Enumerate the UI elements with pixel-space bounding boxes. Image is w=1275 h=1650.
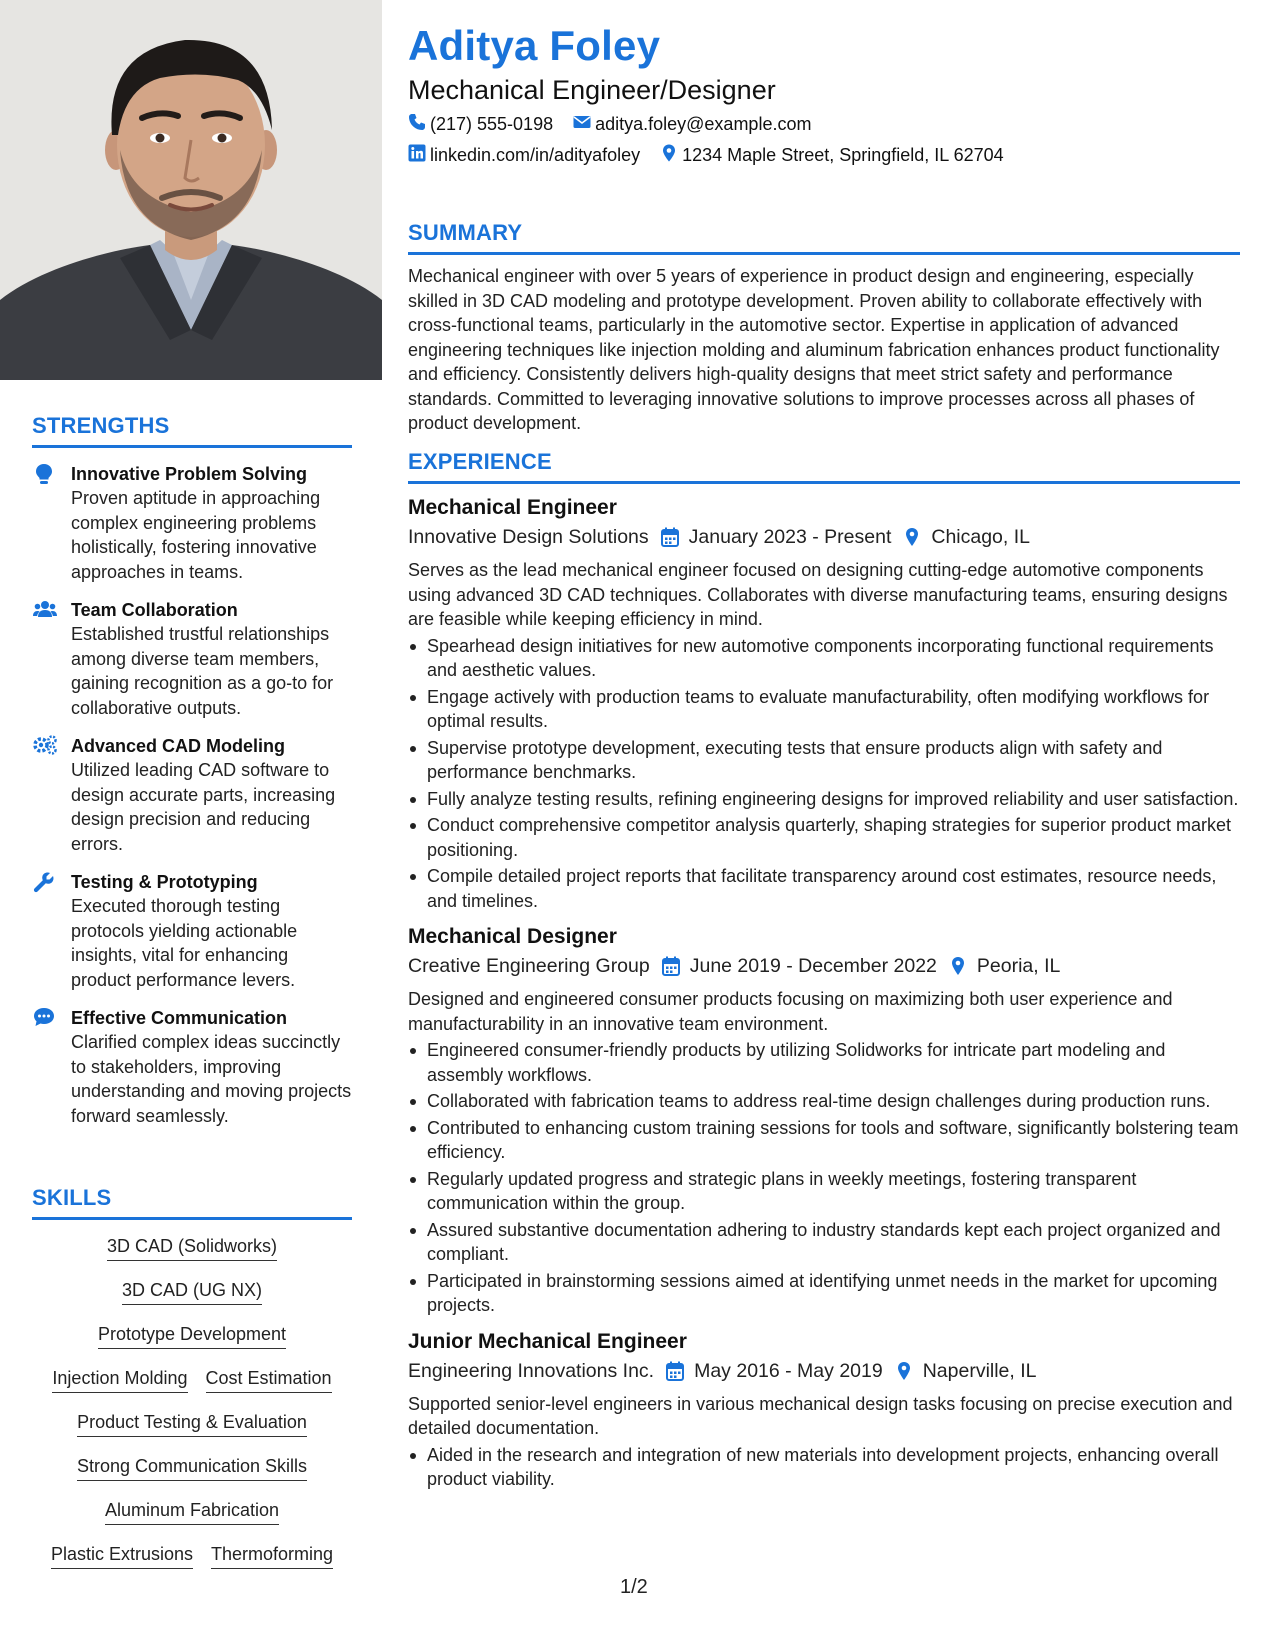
job-title: Mechanical Designer (408, 925, 617, 948)
contact-email[interactable] (573, 113, 811, 136)
strength-title: Testing & Prototyping (71, 872, 258, 892)
users-icon (33, 599, 55, 619)
address-text: 1234 Maple Street, Springfield, IL 62704 (682, 145, 1004, 165)
summary-heading: SUMMARY (408, 220, 1240, 255)
bullet-item: Conduct comprehensive competitor analysis quarterly, shaping strategies for superior product market positioning. (408, 813, 1240, 862)
bullet-item: Engineered consumer-friendly products by utilizing Solidworks for intricate part modeling and assembly workflows. (408, 1038, 1240, 1087)
skills-section (32, 1185, 352, 1586)
bullet-item: Engage actively with production teams to evaluate manufacturability, often modifying workflows for optimal results. (408, 685, 1240, 734)
gears-icon (33, 735, 55, 755)
bullet-item: Compile detailed project reports that facilitate transparency around cost estimates, resource needs, and timelines. (408, 864, 1240, 913)
strengths-heading: STRENGTHS (32, 413, 352, 448)
strength-desc: Proven aptitude in approaching complex engineering problems holistically, fostering innovative approaches in teams. (71, 488, 321, 582)
job-meta (408, 1356, 1240, 1386)
skill-tag: Thermoforming (211, 1542, 333, 1569)
strength-desc: Executed thorough testing protocols yielding actionable insights, vital for enhancing product performance levers. (71, 896, 298, 990)
skill-tag: Injection Molding (52, 1366, 187, 1393)
chat-icon (33, 1007, 55, 1027)
job-meta (408, 951, 1240, 981)
skill-tag: Aluminum Fabrication (105, 1498, 279, 1525)
candidate-title: Mechanical Engineer/Designer (408, 75, 776, 105)
strength-title: Advanced CAD Modeling (71, 736, 286, 756)
strength-desc: Utilized leading CAD software to design accurate parts, increasing design precision and reducing errors. (71, 760, 336, 854)
job-company: Innovative Design Solutions (408, 526, 649, 548)
strength-title: Innovative Problem Solving (71, 464, 308, 484)
linkedin-text[interactable]: linkedin.com/in/adityafoley (430, 145, 641, 165)
job-description: Designed and engineered consumer products focusing on maximizing both user experience and manufacturability in an innovative team environment. (408, 989, 1173, 1034)
job-description: Supported senior-level engineers in various mechanical design tasks focusing on precise execution and detailed documentation. (408, 1393, 1233, 1438)
page-number: 1/2 (620, 1576, 648, 1598)
email-text[interactable]: aditya.foley@example.com (595, 114, 812, 134)
contact-row-2 (408, 144, 1004, 167)
job-location: Naperville, IL (922, 1359, 1037, 1382)
strength-item (32, 462, 352, 584)
job-description: Serves as the lead mechanical engineer focused on designing cutting-edge automotive components using advanced 3D CAD techniques. Collaborates with diverse manufacturing teams, ensuring designs are feasible while keeping efficiency in mind. (408, 560, 1228, 629)
bullet-item: Contributed to enhancing custom training sessions for tools and software, significantly bolstering team efficiency. (408, 1116, 1240, 1165)
skill-tag: Product Testing & Evaluation (77, 1410, 307, 1437)
strength-desc: Clarified complex ideas succinctly to stakeholders, improving understanding and moving projects forward seamlessly. (71, 1032, 352, 1126)
strength-desc: Established trustful relationships among diverse team members, gaining recognition as a go-to for collaborative outputs. (71, 624, 334, 718)
skill-tag: 3D CAD (Solidworks) (107, 1234, 277, 1261)
summary-section (408, 220, 1240, 436)
calendar-icon (662, 956, 680, 976)
strength-item (32, 870, 352, 992)
job-meta (408, 522, 1240, 552)
skill-tag: Prototype Development (98, 1322, 286, 1349)
map-pin-icon (903, 527, 921, 547)
strength-item (32, 598, 352, 720)
job-company: Engineering Innovations Inc. (408, 1359, 655, 1382)
bullet-item: Fully analyze testing results, refining engineering designs for improved reliability and user satisfaction. (408, 787, 1240, 812)
job-bullets (408, 634, 1240, 914)
job-location: Peoria, IL (976, 955, 1061, 977)
skill-tag: 3D CAD (UG NX) (122, 1278, 262, 1305)
map-pin-icon (949, 956, 967, 976)
bullet-item: Regularly updated progress and strategic plans in weekly meetings, fostering transparent communication within the group. (408, 1167, 1240, 1216)
job-dates: January 2023 - Present (688, 526, 892, 548)
strength-item (32, 734, 352, 856)
bullet-item: Assured substantive documentation adhering to industry standards kept each project organized and compliant. (408, 1218, 1240, 1267)
job-bullets (408, 1038, 1240, 1318)
job-entry (408, 1328, 1240, 1492)
map-pin-icon (660, 144, 678, 167)
job-entry (408, 923, 1240, 1318)
experience-heading: EXPERIENCE (408, 449, 1240, 484)
job-entry (408, 494, 1240, 913)
bullet-item: Participated in brainstorming sessions aimed at identifying unmet needs in the market for upcoming projects. (408, 1269, 1240, 1318)
bullet-item: Spearhead design initiatives for new automotive components incorporating functional requirements and aesthetic values. (408, 634, 1240, 683)
contact-linkedin[interactable] (408, 144, 640, 167)
phone-icon (408, 113, 426, 136)
strengths-section (32, 413, 352, 1128)
strength-item (32, 1006, 352, 1128)
job-dates: June 2019 - December 2022 (689, 955, 937, 977)
skill-tag: Plastic Extrusions (51, 1542, 193, 1569)
contact-phone (408, 113, 553, 136)
skill-tag: Strong Communication Skills (77, 1454, 307, 1481)
job-bullets (408, 1443, 1240, 1492)
calendar-icon (666, 1361, 684, 1381)
bullet-item: Supervise prototype development, executing tests that ensure products align with safety and performance benchmarks. (408, 736, 1240, 785)
phone-text: (217) 555-0198 (430, 114, 554, 134)
job-company: Creative Engineering Group (408, 955, 650, 977)
left-column (0, 0, 382, 1650)
envelope-icon (573, 113, 591, 136)
summary-text: Mechanical engineer with over 5 years of experience in product design and engineering, especially skilled in 3D CAD modeling and prototype development. Proven ability to collaborate effectively with cross-functional teams, particularly in the automotive sector. Expertise in application of advanced engineering techniques like injection molding and aluminum fabrication enhances product functionality and efficiency. Consistently delivers high-quality designs that meet strict safety and performance standards. Committed to leveraging innovative solutions to improve processes across all phases of product development. (408, 266, 1220, 433)
strength-title: Team Collaboration (71, 600, 238, 620)
wrench-icon (33, 871, 55, 891)
skill-tag: Cost Estimation (206, 1366, 332, 1393)
bullet-item: Aided in the research and integration of new materials into development projects, enhancing overall product viability. (408, 1443, 1240, 1492)
contact-row-1 (408, 113, 811, 136)
job-dates: May 2016 - May 2019 (694, 1359, 883, 1382)
candidate-name: Aditya Foley (408, 22, 661, 69)
job-location: Chicago, IL (931, 526, 1031, 548)
calendar-icon (661, 527, 679, 547)
strength-title: Effective Communication (71, 1008, 288, 1028)
skills-list (32, 1234, 352, 1569)
experience-section (408, 449, 1240, 1494)
profile-photo (0, 0, 382, 380)
job-title: Junior Mechanical Engineer (408, 1329, 687, 1353)
bullet-item: Collaborated with fabrication teams to address real-time design challenges during production runs. (408, 1089, 1240, 1114)
linkedin-icon (408, 144, 426, 167)
job-title: Mechanical Engineer (408, 496, 617, 519)
contact-address (660, 144, 1004, 167)
map-pin-icon (895, 1361, 913, 1381)
skills-heading: SKILLS (32, 1185, 352, 1220)
lightbulb-icon (33, 463, 55, 483)
